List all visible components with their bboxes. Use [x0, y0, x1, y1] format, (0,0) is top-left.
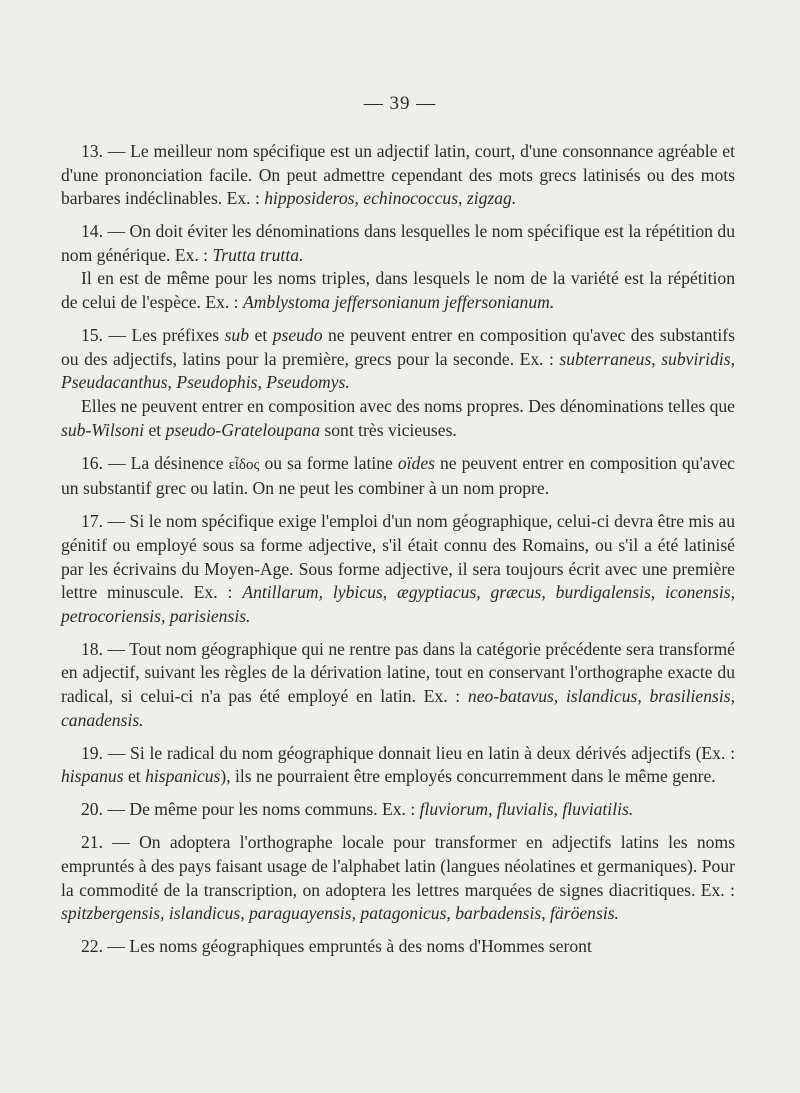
text-segment: Il en est de même pour les noms triples, dans lesquels le nom de la variété est la répétition de celui de l'espèce. Ex. :: [61, 268, 735, 313]
article-number: 22.: [81, 936, 103, 957]
article-number: 17.: [81, 511, 103, 532]
article-number: 19.: [81, 742, 103, 763]
text-segment: — De même pour les noms communs. Ex. :: [103, 799, 420, 820]
article-number: 20.: [81, 799, 103, 820]
italic-term: Amblystoma jeffersonianum jeffersonianum.: [242, 292, 555, 313]
article-15: [61, 324, 735, 395]
italic-term: hispanicus: [145, 766, 221, 787]
text-segment: — On doit éviter les dénominations dans lesquelles le nom spécifique est la répétition du nom générique. Ex. :: [61, 221, 735, 265]
paragraph-continuation: [61, 395, 735, 442]
text-segment: — Tout nom géographique qui ne rentre pas dans la catégorie précédente sera transformé en adjectif, suivant les règles de la dérivation latine, tout en conservant l'orthographe exacte du radical, si celui-ci n'a pas été employé en latin. Ex. :: [61, 638, 735, 706]
article-20: [61, 798, 735, 822]
paragraph-continuation: [61, 267, 735, 314]
text-segment: et: [249, 325, 273, 346]
italic-term: sub: [224, 325, 250, 346]
italic-term: hipposideros, echinococcus, zigzag.: [264, 188, 517, 209]
text-segment: et: [144, 419, 166, 440]
text-segment: εἶδος: [228, 456, 260, 473]
italic-term: sub-Wilsoni: [61, 419, 145, 440]
article-number: 15.: [81, 325, 103, 346]
text-segment: ne peuvent entrer en composition qu'avec un substantif grec ou latin. On ne peut les combiner à un nom propre.: [61, 452, 735, 499]
italic-term: Antillarum, lybicus, ægyptiacus, græcus, burdigalensis, iconensis, petrocoriensis, parisiensis.: [61, 582, 735, 626]
article-19: [61, 742, 735, 789]
text-segment: ou sa forme latine: [259, 452, 398, 473]
body-text: [61, 140, 735, 959]
text-segment: — Si le radical du nom géographique donnait lieu en latin à deux dérivés adjectifs (Ex. :: [103, 742, 735, 763]
text-segment: et: [123, 766, 146, 787]
article-18: [61, 638, 735, 732]
italic-term: Trutta trutta.: [212, 244, 304, 265]
article-number: 21.: [81, 832, 103, 853]
italic-term: pseudo-Grateloupana: [165, 419, 321, 440]
article-21: [61, 831, 735, 925]
article-number: 14.: [81, 221, 103, 242]
article-14: [61, 220, 735, 267]
text-segment: — Le meilleur nom spécifique est un adjectif latin, court, d'une consonnance agréable et d'une prononciation facile. On peut admettre cependant des mots grecs latinisés ou des mots barbares indéclinables. Ex. :: [61, 141, 735, 209]
article-17: [61, 510, 735, 628]
text-segment: Elles ne peuvent entrer en composition avec des noms propres. Des dénominations telles que: [81, 395, 735, 416]
text-segment: — La désinence: [103, 452, 229, 473]
article-number: 16.: [81, 452, 103, 473]
page-number: — 39 —: [363, 93, 437, 114]
article-22: [61, 935, 735, 959]
italic-term: spitzbergensis, islandicus, paraguayensis, patagonicus, barbadensis, färöensis.: [61, 903, 619, 924]
text-segment: — On adoptera l'orthographe locale pour transformer en adjectifs latins les noms empruntés à des pays faisant usage de l'alphabet latin (langues néolatines et germaniques). Pour la commodité de la transcription, on adoptera les lettres marquées de signes diacritiques. Ex. :: [61, 832, 735, 900]
italic-term: fluviorum, fluvialis, fluviatilis.: [419, 799, 634, 820]
text-segment: ne peuvent entrer en composition qu'avec des substantifs ou des adjectifs, latins pour la première, grecs pour la seconde. Ex. :: [61, 325, 735, 369]
italic-term: hispanus: [61, 766, 124, 787]
text-segment: — Les noms géographiques empruntés à des noms d'Hommes seront: [103, 936, 592, 957]
text-segment: — Les préfixes: [103, 325, 225, 346]
italic-term: pseudo: [272, 325, 323, 346]
article-16: [61, 452, 735, 501]
article-13: [61, 140, 735, 211]
article-number: 18.: [81, 638, 103, 659]
text-segment: sont très vicieuses.: [320, 419, 457, 440]
article-number: 13.: [81, 141, 103, 161]
text-segment: — Si le nom spécifique exige l'emploi d'un nom géographique, celui-ci devra être mis au génitif ou employé sous sa forme adjective, s'il était connu des Romains, ou s'il a été latinisé par les écrivains du Moyen-Age. Sous forme adjective, il sera toujours écrit avec une première lettre minuscule. Ex. :: [61, 511, 735, 603]
italic-term: oïdes: [397, 452, 435, 473]
italic-term: neo-batavus, islandicus, brasiliensis, canadensis.: [61, 685, 735, 730]
text-segment: ), ils ne pourraient être employés concurremment dans le même genre.: [220, 766, 716, 787]
italic-term: subterraneus, subviridis, Pseudacanthus, Pseudophis, Pseudomys.: [61, 348, 735, 393]
